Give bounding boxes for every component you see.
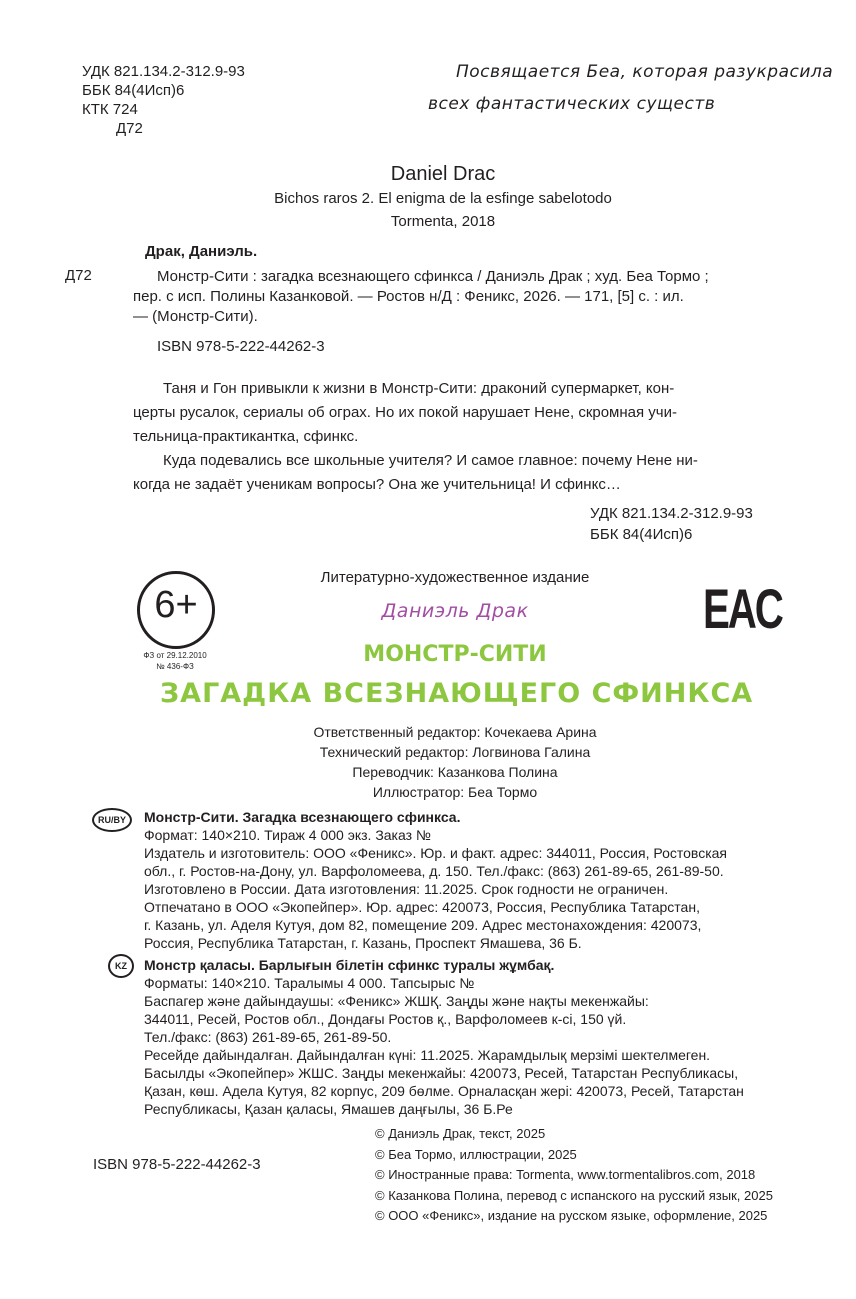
catalog-mark: Д72: [65, 267, 92, 284]
imprint-line: г. Казань, ул. Аделя Кутуя, дом 82, помещение 209. Адрес местонахождения: 420073,: [144, 917, 702, 933]
catalog-line: — (Монстр-Сити).: [133, 308, 258, 325]
annotation: [133, 377, 698, 497]
imprint-line: Изготовлено в России. Дата изготовления: 11.2025. Срок годности не ограничен.: [144, 881, 669, 897]
ru-by-badge: RU/BY: [92, 808, 132, 832]
imprint-line: Издатель и изготовитель: ООО «Феникс». Юр. и факт. адрес: 344011, Россия, Ростовская: [144, 845, 727, 861]
eac-mark: EAC: [703, 577, 782, 640]
credit-line: Ответственный редактор: Кочекаева Арина: [313, 724, 597, 740]
imprint-line: Россия, Республика Татарстан, г. Казань, Проспект Ямашева, 36 Б.: [144, 935, 582, 951]
author-mark: Д72: [116, 120, 143, 137]
annotation-line: церты русалок, сериалы об ограх. Но их покой нарушает Нене, скромная учи-: [133, 404, 677, 421]
imprint-line: Формат: 140×210. Тираж 4 000 экз. Заказ №: [144, 827, 431, 843]
imprint-ru: [144, 808, 727, 952]
udk-bottom: УДК 821.134.2-312.9-93: [590, 505, 753, 522]
copyrights: [375, 1124, 773, 1227]
age-rating: 6+: [154, 584, 198, 626]
imprint-kz: [144, 956, 744, 1118]
catalog-heading: Драк, Даниэль.: [145, 243, 258, 260]
classification-block: [82, 62, 245, 138]
copyright-line: © Иностранные права: Tormenta, www.tormentalibros.com, 2018: [375, 1167, 756, 1182]
catalog-line: пер. с исп. Полины Казанковой. — Ростов н/Д : Феникс, 2026. — 171, [5] с. : ил.: [133, 288, 684, 305]
original-title: Bichos raros 2. El enigma de la esfinge sabelotodo: [274, 190, 612, 207]
annotation-line: тельница-практикантка, сфинкс.: [133, 428, 359, 445]
book-title: ЗАГАДКА ВСЕЗНАЮЩЕГО СФИНКСА: [160, 678, 754, 709]
annotation-line: когда не задаёт ученикам вопросы? Она же учительница! И сфинкс…: [133, 476, 621, 493]
imprint-line: Басылды «Экопейпер» ЖШС. Заңды мекенжайы: 420073, Ресей, Татарстан Республикасы,: [144, 1065, 739, 1081]
ktk: КТК 724: [82, 101, 138, 118]
dedication-line-2: всех фантастических существ: [428, 94, 716, 114]
edition-type: Литературно-художественное издание: [320, 569, 590, 586]
imprint-line: 344011, Ресей, Ростов обл., Дондағы Ростов қ., Варфоломеев к-сі, 150 үй.: [144, 1011, 627, 1027]
imprint-ru-title: Монстр-Сити. Загадка всезнающего сфинкса.: [144, 809, 461, 825]
classification-bottom: [590, 503, 753, 545]
credits: [200, 722, 710, 802]
imprint-line: Баспагер және дайындаушы: «Феникс» ЖШҚ. Заңды және нақты мекенжайы:: [144, 993, 649, 1009]
catalog-line: Монстр-Сити : загадка всезнающего сфинкса / Даниэль Драк ; худ. Беа Тормо ;: [157, 268, 709, 285]
catalog-entry: [133, 267, 709, 327]
bbk: ББК 84(4Исп)6: [82, 82, 185, 99]
copyright-line: © Беа Тормо, иллюстрации, 2025: [375, 1146, 577, 1162]
dedication-line-1: Посвящается Беа, которая разукрасила: [456, 62, 834, 82]
copyright-line: © ООО «Феникс», издание на русском языке, оформление, 2025: [375, 1208, 768, 1223]
author-ru: Даниэль Драк: [381, 600, 529, 622]
imprint-line: Республикасы, Қазан қаласы, Ямашев даңғылы, 36 Б.Ре: [144, 1101, 513, 1117]
imprint-line: обл., г. Ростов-на-Дону, ул. Варфоломеева, д. 150. Тел./факс: (863) 261-89-65, 261-89-50.: [144, 863, 724, 879]
credit-line: Технический редактор: Логвинова Галина: [319, 744, 591, 760]
age-law-line: № 436-ФЗ: [156, 662, 194, 671]
catalog-isbn: ISBN 978-5-222-44262-3: [157, 338, 325, 355]
original-author: Daniel Drac: [390, 163, 496, 185]
original-publisher: Tormenta, 2018: [390, 213, 496, 230]
imprint-line: Тел./факс: (863) 261-89-65, 261-89-50.: [144, 1029, 392, 1045]
copyright-line: © Казанкова Полина, перевод с испанского на русский язык, 2025: [375, 1187, 773, 1203]
series-title: МОНСТР-СИТИ: [363, 642, 547, 667]
bbk-bottom: ББК 84(4Исп)6: [590, 526, 693, 543]
credit-line: Иллюстратор: Беа Тормо: [372, 784, 538, 800]
imprint-line: Отпечатано в ООО «Экопейпер». Юр. адрес: 420073, Россия, Республика Татарстан,: [144, 899, 700, 915]
credit-line: Переводчик: Казанкова Полина: [352, 764, 558, 780]
kz-badge: KZ: [108, 954, 134, 978]
udk: УДК 821.134.2-312.9-93: [82, 63, 245, 80]
imprint-line: Ресейде дайындалған. Дайындалған күні: 11.2025. Жарамдылық мерзімі шектелмеген.: [144, 1047, 711, 1063]
age-law-line: ФЗ от 29.12.2010: [143, 651, 207, 660]
annotation-line: Куда подевались все школьные учителя? И самое главное: почему Нене ни-: [163, 452, 698, 469]
imprint-line: Форматы: 140×210. Таралымы 4 000. Тапсырыс №: [144, 975, 475, 991]
imprint-kz-title: Монстр қаласы. Барлығын білетін сфинкс туралы жұмбақ.: [144, 957, 555, 973]
annotation-line: Таня и Гон привыкли к жизни в Монстр-Сити: драконий супермаркет, кон-: [163, 380, 675, 397]
imprint-line: Қазан, көш. Адела Кутуя, 82 корпус, 209 бөлме. Орналасқан жері: 420073, Ресей, Татарстан: [144, 1083, 744, 1099]
isbn-bottom: ISBN 978-5-222-44262-3: [93, 1156, 261, 1173]
copyright-line: © Даниэль Драк, текст, 2025: [375, 1126, 546, 1141]
